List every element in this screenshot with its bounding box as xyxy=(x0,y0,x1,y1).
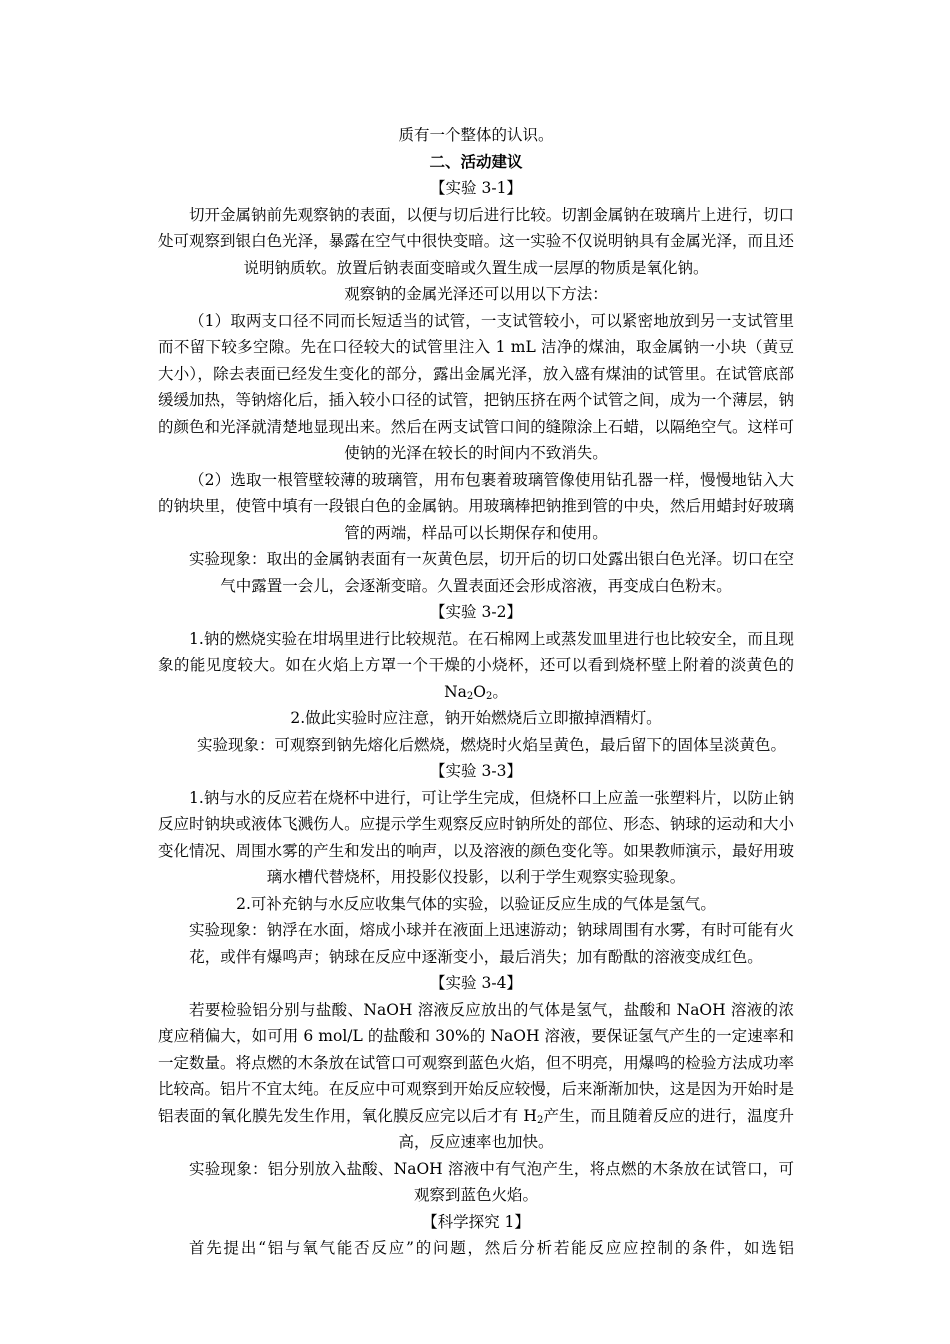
experiment-3-4-title: 【实验 3-4】 xyxy=(430,974,522,992)
formula-subscript: 2 xyxy=(466,690,474,702)
inquiry-1-title: 【科学探究 1】 xyxy=(422,1212,530,1231)
experiment-3-2-phenomenon: 实验现象：可观察到钠先熔化后燃烧，燃烧时火焰呈黄色，最后留下的固体呈淡黄色。 xyxy=(196,735,786,754)
formula-element: O xyxy=(473,682,486,701)
continuation-line: 质有一个整体的认识。 xyxy=(398,126,554,144)
formula-subscript: 2 xyxy=(486,690,493,702)
experiment-3-3-title: 【实验 3-3】 xyxy=(430,762,522,780)
inquiry-1-paragraph-1: 首先提出“铝与氧气能否反应”的问题，然后分析若能反应应控制的条件，如选铝 xyxy=(189,1239,794,1257)
sentence-end: 。 xyxy=(492,682,508,701)
experiment-3-2-title: 【实验 3-2】 xyxy=(430,603,522,621)
experiment-3-3-phenomenon: 实验现象：钠浮在水面，熔成小球并在液面上迅速游动；钠球周围有水雾，有时可能有火花，或伴有爆鸣声；钠球在反应中逐渐变小，最后消失；加有酚酞的溶液变成红色。 xyxy=(189,921,794,966)
experiment-3-2-paragraph-2: 2.做此实验时应注意，钠开始燃烧后立即撤掉酒精灯。 xyxy=(290,709,662,727)
experiment-3-2-paragraph-1-text: 1.钠的燃烧实验在坩埚里进行比较规范。在石棉网上或蒸发皿里进行也比较安全，而且现象的能见度较大。如在火焰上方罩一个干燥的小烧杯，还可以看到烧杯壁上附着的淡黄色的 Na xyxy=(158,629,794,701)
experiment-3-1-method-1: （1）取两支口径不同而长短适当的试管，一支试管较小，可以紧密地放到另一支试管里而不留下较多空隙。先在口径较大的试管里注入 1 mL 洁净的煤油，取金属钠一小块（黄豆大小），除去表面已经发生变化的部分，露出金属光泽，放入盛有煤油的试管里。在试管底部缓缓加热，等钠熔化后，插入较小口径的试管，把钠压挤在两个试管之间，成为一个薄层，钠的颜色和光泽就清楚地显现出来。然后在两支试管口间的缝隙涂上石蜡，以隔绝空气。这样可使钠的光泽在较长的时间内不致消失。 xyxy=(158,311,794,462)
formula-subscript: 2 xyxy=(536,1114,544,1126)
section-title: 二、活动建议 xyxy=(429,151,523,171)
experiment-3-1-title: 【实验 3-1】 xyxy=(430,179,522,197)
experiment-3-1-paragraph-2: 观察钠的金属光泽还可以用以下方法： xyxy=(344,285,608,303)
experiment-3-1-method-2: （2）选取一根管壁较薄的玻璃管，用布包裹着玻璃管像使用钻孔器一样，慢慢地钻入大的钠块里，使管中填有一段银白色的金属钠。用玻璃棒把钠推到管的中央，然后用蜡封好玻璃管的两端，样品可以长期保存和使用。 xyxy=(158,470,794,542)
experiment-3-3-paragraph-2: 2.可补充钠与水反应收集气体的实验，以验证反应生成的气体是氢气。 xyxy=(236,894,716,913)
experiment-3-4-paragraph-1-end: 产生，而且随着反应的进行，温度升高，反应速率也加快。 xyxy=(398,1106,794,1151)
experiment-3-1-phenomenon: 实验现象：取出的金属钠表面有一灰黄色层，切开后的切口处露出银白色光泽。切口在空气中露置一会儿，会逐渐变暗。久置表面还会形成溶液，再变成白色粉末。 xyxy=(189,550,794,595)
experiment-3-1-paragraph-1: 切开金属钠前先观察钠的表面，以便与切后进行比较。切割金属钠在玻璃片上进行，切口处可观察到银白色光泽，暴露在空气中很快变暗。这一实验不仅说明钠具有金属光泽，而且还说明钠质软。放置后钠表面变暗或久置生成一层厚的物质是氧化钠。 xyxy=(158,205,794,277)
experiment-3-4-paragraph-1-text: 若要检验铝分别与盐酸、NaOH 溶液反应放出的气体是氢气，盐酸和 NaOH 溶液的浓度应稍偏大，如可用 6 mol/L 的盐酸和 30%的 NaOH 溶液，要保证氢气产生的一定速率和一定数量。将点燃的木条放在试管口可观察到蓝色火焰，但不明亮，用爆鸣的检验方法成功率比较高。铝片不宜太纯。在反应中可观察到开始反应较慢，后来渐渐加快，这是因为开始时是铝表面的氧化膜先发生作用，氧化膜反应完以后才有 H xyxy=(158,1000,794,1125)
experiment-3-2-paragraph-1 xyxy=(158,626,794,706)
experiment-3-4-paragraph-1 xyxy=(158,997,794,1156)
experiment-3-4-phenomenon: 实验现象：铝分别放入盐酸、NaOH 溶液中有气泡产生，将点燃的木条放在试管口，可观察到蓝色火焰。 xyxy=(189,1159,794,1204)
experiment-3-3-paragraph-1: 1.钠与水的反应若在烧杯中进行，可让学生完成，但烧杯口上应盖一张塑料片，以防止钠反应时钠块或液体飞溅伤人。应提示学生观察反应时钠所处的部位、形态、钠球的运动和大小变化情况、周围水雾的产生和发出的响声，以及溶液的颜色变化等。如果教师演示，最好用玻璃水槽代替烧杯，用投影仪投影，以利于学生观察实验现象。 xyxy=(158,788,794,886)
document-page xyxy=(158,122,794,1262)
